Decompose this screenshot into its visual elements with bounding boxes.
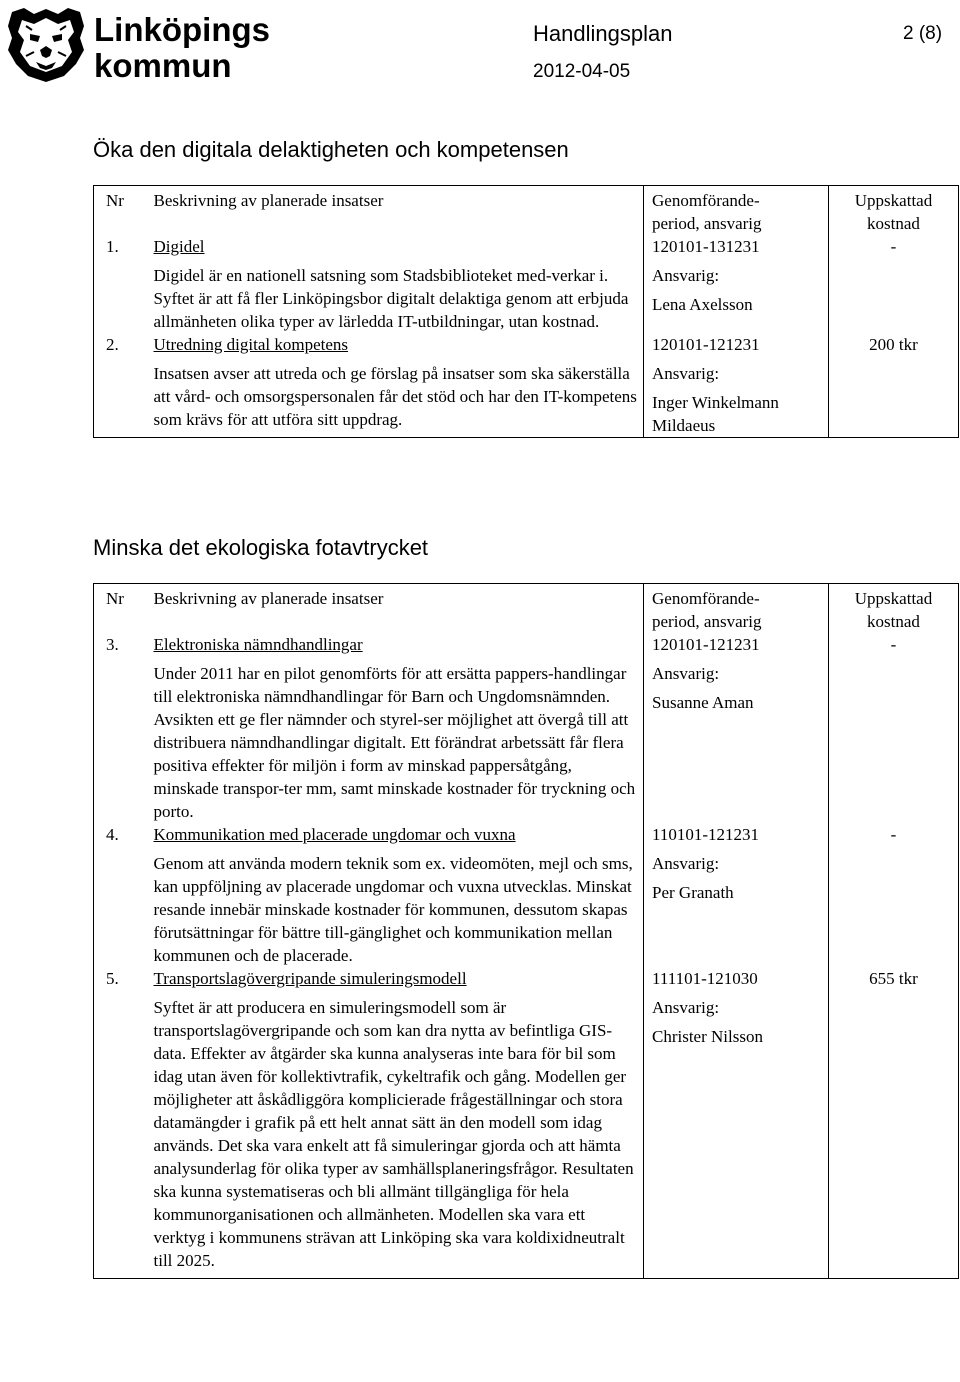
item-period: [644, 333, 829, 438]
column-header-nr: Nr: [106, 589, 124, 608]
item-responsible-label: Ansvarig:: [652, 266, 720, 285]
plan-table: [93, 185, 959, 438]
item-body: Insatsen avser att utreda och ge förslag på insatser som ska säkerställa att vård- och omsorgspersonalen får det stöd och har den IT-kompetens som krävs för att utföra sitt uppdrag.: [153, 364, 637, 429]
column-header-nr: Nr: [106, 191, 124, 210]
item-description: [147, 967, 644, 1279]
column-header-period-line1: Genomförande-: [652, 589, 760, 608]
item-number: 2.: [106, 335, 119, 354]
document-title: Handlingsplan: [533, 21, 673, 46]
item-cost: 655 tkr: [829, 967, 959, 1279]
table-row: [94, 633, 959, 823]
logo-wordmark: [94, 12, 270, 84]
column-header-description: Beskrivning av planerade insatser: [153, 191, 384, 210]
column-header-period-line2: period, ansvarig: [652, 612, 762, 631]
item-responsible-label: Ansvarig:: [652, 664, 720, 683]
item-cost: 200 tkr: [829, 333, 959, 438]
item-number: 4.: [106, 825, 119, 844]
page-number: 2 (8): [903, 23, 943, 44]
column-header-cost-line1: Uppskattad: [854, 191, 933, 210]
section-title: Minska det ekologiska fotavtrycket: [93, 535, 429, 560]
table-header-row: [94, 584, 959, 634]
item-period: [644, 967, 829, 1279]
column-header-period-line2: period, ansvarig: [652, 214, 762, 233]
column-header-cost-line2: kostnad: [867, 612, 920, 631]
table-row: [94, 333, 959, 438]
item-period: [644, 235, 829, 333]
lion-logo-icon: [4, 6, 88, 84]
item-period-dates: 120101-121231: [652, 635, 760, 654]
column-header-period: [644, 186, 829, 236]
item-responsible-name: Per Granath: [652, 883, 734, 902]
plan-table: [93, 583, 959, 1279]
item-number: 5.: [106, 969, 119, 988]
item-description: [147, 235, 644, 333]
table-row: [94, 235, 959, 333]
item-period-dates: 110101-121231: [652, 825, 760, 844]
table-row: [94, 823, 959, 967]
item-title: Transportslagövergripande simuleringsmodell: [153, 969, 467, 988]
logo-line2: kommun: [94, 47, 232, 84]
column-header-cost-line2: kostnad: [867, 214, 920, 233]
column-header-period-line1: Genomförande-: [652, 191, 760, 210]
item-responsible-name: Lena Axelsson: [652, 295, 753, 314]
table-row: [94, 967, 959, 1279]
column-header-description: Beskrivning av planerade insatser: [153, 589, 384, 608]
item-cost: -: [829, 235, 959, 333]
section-title: Öka den digitala delaktigheten och kompetensen: [93, 137, 569, 162]
item-number: 3.: [106, 635, 119, 654]
logo-line1: Linköpings: [94, 11, 270, 48]
table-header-row: [94, 186, 959, 236]
column-header-period: [644, 584, 829, 634]
item-title: Elektroniska nämndhandlingar: [153, 635, 363, 654]
column-header-cost: [829, 584, 959, 634]
item-body: Genom att använda modern teknik som ex. videomöten, mejl och sms, kan uppföljning av placerade ungdomar och vuxna utvecklas. Minskat resande innebär minskade kostnader för kommunen, dessutom skapas förutsättningar för bättre till-gänglighet och kommunikation mellan kommunen och de placerade.: [153, 854, 633, 965]
item-cost: -: [829, 633, 959, 823]
item-period: [644, 823, 829, 967]
item-responsible-name: Inger Winkelmann Mildaeus: [652, 393, 779, 435]
item-period-dates: 111101-121030: [652, 969, 758, 988]
item-responsible-name: Susanne Aman: [652, 693, 754, 712]
item-body: Under 2011 har en pilot genomförts för att ersätta pappers-handlingar till elektroniska nämndhandlingar för Barn och Ungdomsnämnden. Avsikten ett ge fler nämnder och styrel-ser möjlighet att övergå till att distribuera nämndhandlingar digitalt. Ett förändrat arbetssätt får flera positiva effekter för miljön i form av minskad pappersåtgång, minskade transpor-ter mm, samt minskade kostnader för tryckning och porto.: [153, 664, 636, 821]
item-description: [147, 333, 644, 438]
item-description: [147, 633, 644, 823]
item-period-dates: 120101-131231: [652, 237, 760, 256]
column-header-cost: [829, 186, 959, 236]
item-responsible-name: Christer Nilsson: [652, 1027, 763, 1046]
item-responsible-label: Ansvarig:: [652, 998, 720, 1017]
item-title: Digidel: [153, 237, 205, 256]
item-period-dates: 120101-121231: [652, 335, 760, 354]
item-cost: -: [829, 823, 959, 967]
item-period: [644, 633, 829, 823]
item-number: 1.: [106, 237, 119, 256]
document-date: 2012-04-05: [533, 61, 631, 82]
item-responsible-label: Ansvarig:: [652, 854, 720, 873]
item-description: [147, 823, 644, 967]
item-body: Digidel är en nationell satsning som Stadsbiblioteket med-verkar i. Syftet är att få fler Linköpingsbor digitalt delaktiga genom att erbjuda allmänheten olika typer av lärledda IT-utbildningar, utan kostnad.: [153, 266, 629, 331]
item-title: Utredning digital kompetens: [153, 335, 349, 354]
item-body: Syftet är att producera en simuleringsmodell som är transportslagövergripande och som kan dra nytta av befintliga GIS-data. Effekter av åtgärder ska kunna analyseras inte bara för bil som idag utan även för kollektivtrafik, cykeltrafik och gång. Modellen ger möjligheter att åskådliggöra komplicierade frågeställningar och stora datamängder i grafik på ett helt annat sätt än den modell som idag används. Det ska vara enkelt att få simuleringar gjorda och att hämta analysunderlag för olika typer av samhällsplaneringsfrågor. Resultaten ska kunna systematiseras och bli allmänt tillgängliga för hela kommunorganisationen och allmänheten. Modellen ska vara ett verktyg i kommunens strävan att Linköping ska vara koldixidneutralt till 2025.: [153, 998, 634, 1270]
item-responsible-label: Ansvarig:: [652, 364, 720, 383]
column-header-cost-line1: Uppskattad: [854, 589, 933, 608]
item-title: Kommunikation med placerade ungdomar och vuxna: [153, 825, 516, 844]
